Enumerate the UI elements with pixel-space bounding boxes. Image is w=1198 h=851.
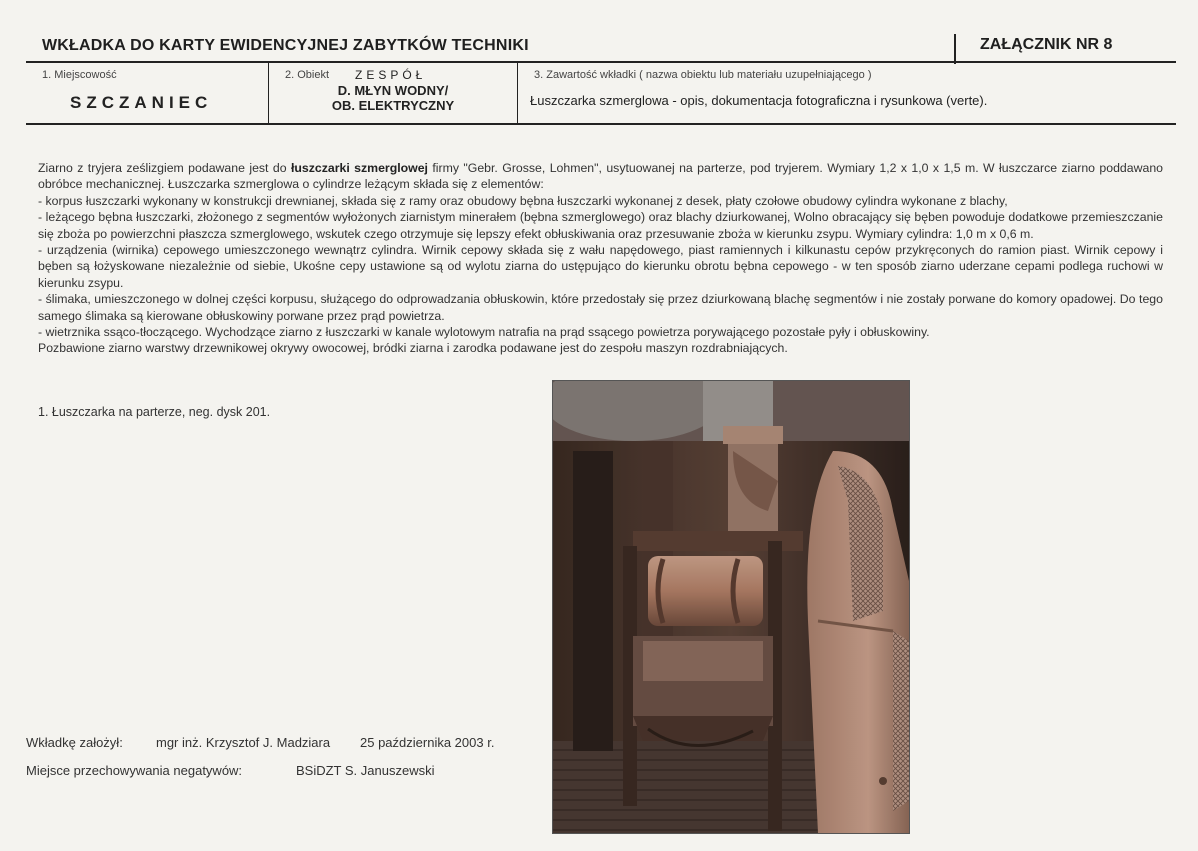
founded-label: Wkładkę założył: [26,735,123,750]
attachment-number: ZAŁĄCZNIK NR 8 [980,36,1113,53]
object-value-line2: OB. ELEKTRYCZNY [331,98,455,113]
photo-caption: 1. Łuszczarka na parterze, neg. dysk 201. [38,405,271,419]
form-fields-row [26,63,1176,125]
document-header [26,28,1176,63]
intro-bold-term: łuszczarki szmerglowej [290,161,428,175]
description-item: - korpus łuszczarki wykonany w konstrukcji drewnianej, składa się z ramy oraz obudowy bębna łuszczarki wykonanej z desek, płaty czołowe obudowy cylindra wykonane z blachy, [38,193,1008,208]
description-item: Pozbawione ziarno warstwy drzewnikowej okrywy owocowej, bródki ziarna i zarodka podawane jest do zespołu maszyn rozdrabniających. [38,341,788,356]
description-item: - wietrznika ssąco-tłoczącego. Wychodzące ziarno z łuszczarki w kanale wylotowym natrafia na prąd ssącego powietrza porywającego pozostałe pyły i obłuskowiny. [38,325,930,340]
machine-photo [552,380,910,834]
storage-value: BSiDZT S. Januszewski [296,763,435,778]
description-item: - urządzenia (wirnika) cepowego umieszczonego wewnątrz cylindra. Wirnik cepowy składa się z wału napędowego, piast ramiennych i kilkunastu cepów przykręconych do ramion piast. Wirnik cepowy i bęben są łożyskowane niezależnie od siebie, Ukośne cepy ustawione są od wylotu ziarna do ustępująco do kierunku obrotu bębna cepowego - w ten sposób ziarno uderzane cepami podlega ruchowi w kierunku zsypu. [38,243,1163,290]
description-intro [38,160,1163,193]
description-item: - ślimaka, umieszczonego w dolnej części korpusu, służącego do odprowadzania obłuskowin, które przedostały się przez dziurkowaną blachę segmentów i nie zostały porwane do komory opadowej. Do tego samego ślimaka są kierowane obłuskowiny porwane przez prąd powietrza. [38,292,1163,323]
huller-machine-image [553,381,909,833]
field-object [269,63,517,123]
negatives-storage-row [26,763,434,778]
object-value [269,83,517,113]
object-value-line1: D. MŁYN WODNY/ [337,83,449,98]
description-item: - leżącego bębna łuszczarki, złożonego z segmentów wyłożonych ziarnistym minerałem (bębna szmerglowego) oraz blachy dziurkowanej, Wolno obracający się bęben powoduje dodatkowe przemieszczanie się zboża po powierzchni płaszcza szmerglowego, wskutek czego otrzymuje się lepszy efekt obłuskiwania oraz przesuwanie zboża w kierunku zsypu. Wymiary cylindra: 1,0 m x 0,6 m. [38,210,1163,241]
object-label: 2. Obiekt [285,69,330,81]
description-text [38,160,1163,357]
location-label: 1. Miejscowość [42,69,117,81]
founded-author: mgr inż. Krzysztof J. Madziara [156,735,331,750]
intro-text: Ziarno z tryjera ześlizgiem podawane jest do [38,161,291,175]
header-divider [954,34,956,64]
storage-label: Miejsce przechowywania negatywów: [26,763,243,778]
founded-date: 25 października 2003 r. [360,735,495,750]
founded-by-row [26,735,494,750]
intro-text-cont: firmy "Gebr. Grosse, Lohmen", usytuowanej na parterze, pod tryjerem. Wymiary 1,2 x 1,0 x 1,5 m. W łuszczarce ziarno poddawano obróbce mechanicznej. Łuszczarka szmerglowa o cylindrze leżącym składa się z elementów: [38,161,1163,192]
field-content [518,63,1176,123]
content-label: 3. Zawartość wkładki ( nazwa obiektu lub materiału uzupełniającego ) [534,69,872,81]
document-title: WKŁADKA DO KARTY EWIDENCYJNEJ ZABYTKÓW TECHNIKI [42,37,529,54]
content-value: Łuszczarka szmerglowa - opis, dokumentacja fotograficzna i rysunkowa (verte). [530,93,988,108]
object-group: ZESPÓŁ [355,68,427,82]
location-value: SZCZANIEC [70,93,213,112]
field-location [26,63,268,123]
